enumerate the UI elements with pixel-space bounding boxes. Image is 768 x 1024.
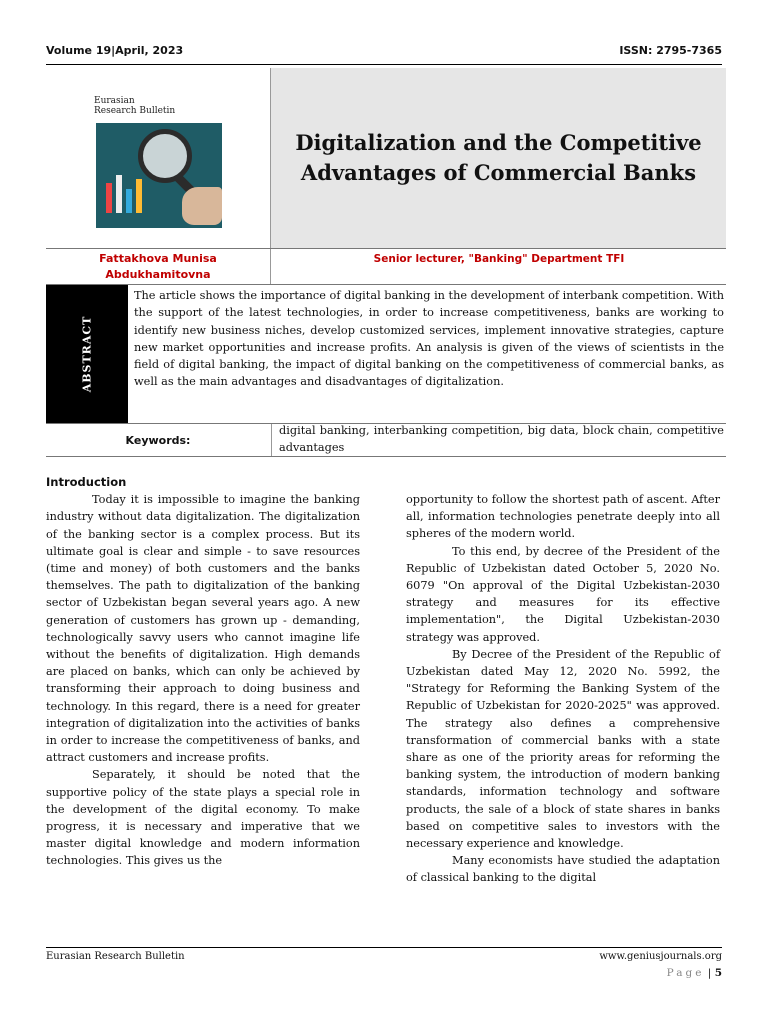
paragraph: opportunity to follow the shortest path of ascent. After all, information technologies penetrate deeply into all spheres of the modern world. bbox=[406, 493, 720, 541]
header-rule bbox=[46, 64, 722, 65]
author-rule bbox=[46, 248, 726, 249]
keywords-label: Keywords: bbox=[125, 433, 191, 447]
paragraph: Many economists have studied the adaptation of classical banking to the digital bbox=[406, 854, 720, 885]
footer-journal: Eurasian Research Bulletin bbox=[46, 951, 185, 962]
paragraph: Today it is impossible to imagine the banking industry without data digitalization. The digitalization of the banking sector is a complex process. But its ultimate goal is clear and simple - to save resources (time and money) of both customers and the banks themselves. The path to digitalization of the banking sector of Uzbekistan began several years ago. A new generation of customers has grown up - demanding, technologically savvy users who cannot imagine life without the benefits of digitalization. High demands are placed on banks, which can only be achieved by transforming their approach to doing business and technology. In this regard, there is a need for greater integration of digitalization into the activities of banks in order to increase the competitiveness of banks, and attract customers and increase profits. bbox=[46, 493, 360, 765]
cover-title bbox=[94, 96, 224, 116]
page-separator: | bbox=[707, 967, 712, 979]
cover-bar bbox=[126, 189, 132, 213]
author-affiliation: Senior lecturer, "Banking" Department TFI bbox=[373, 253, 625, 265]
footer-rule bbox=[46, 947, 722, 948]
keywords-text: digital banking, interbanking competition, big data, block chain, competitive advantages bbox=[279, 424, 724, 454]
cover-cell bbox=[46, 68, 271, 248]
abstract-label: ABSTRACT bbox=[80, 315, 94, 393]
cover-artwork bbox=[96, 123, 222, 228]
cover-title-line1: Eurasian bbox=[94, 96, 135, 106]
paragraph: To this end, by decree of the President of the Republic of Uzbekistan dated October 5, 2020 No. 6079 "On approval of the Digital Uzbekistan-2030 strategy and measures for its effective implementation", the Digital Uzbekistan-2030 strategy was approved. bbox=[406, 544, 720, 644]
running-header bbox=[46, 44, 722, 62]
abstract-text: The article shows the importance of digital banking in the development of interbank competition. With the support of the latest technologies, in order to increase competitiveness, banks are working to identify new business niches, develop customized services, implement innovative strategies, capture new market opportunities and increase profits. An analysis is given of the views of scientists in the field of digital banking, the impact of digital banking on the competitiveness of commercial banks, as well as the main advantages and disadvantages of digitalization. bbox=[134, 289, 725, 389]
hand-graphic bbox=[182, 187, 222, 225]
footer-website: www.geniusjournals.org bbox=[599, 951, 722, 962]
page-number: 5 bbox=[714, 967, 722, 979]
abstract-label-box bbox=[46, 285, 128, 423]
page-number-block bbox=[667, 967, 722, 979]
abstract-block bbox=[46, 284, 726, 424]
body-column-left bbox=[46, 474, 360, 870]
issn: ISSN: 2795-7365 bbox=[619, 44, 722, 57]
author-name-line2: Abdukhamitovna bbox=[105, 268, 211, 281]
body-column-right bbox=[406, 491, 720, 887]
paragraph: By Decree of the President of the Republic of Uzbekistan dated May 12, 2020 No. 5992, the "Strategy for Reforming the Banking System of the Republic of Uzbekistan for 2020-2025" was approved. The strategy also defines a comprehensive transformation of commercial banks with a state share as one of the priority areas for reforming the banking system, the introduction of modern banking standards, information technology and software products, the sale of a block of state shares in banks based on competitive sales to investors with the necessary experience and knowledge. bbox=[406, 647, 720, 851]
cover-bar bbox=[116, 175, 122, 213]
paragraph: Separately, it should be noted that the supportive policy of the state plays a special role in the development of the digital economy. To make progress, it is necessary and imperative that we master digital knowledge and modern information technologies. This gives us the bbox=[46, 768, 360, 868]
keywords-divider bbox=[271, 424, 272, 456]
magnifier-icon bbox=[138, 129, 192, 183]
page-label: Page bbox=[666, 967, 705, 979]
section-heading: Introduction bbox=[46, 475, 127, 489]
cover-bar bbox=[106, 183, 112, 213]
cover-title-line2: Research Bulletin bbox=[94, 106, 176, 116]
volume-info: Volume 19|April, 2023 bbox=[46, 44, 184, 57]
author-name-line1: Fattakhova Munisa bbox=[99, 252, 217, 265]
keywords-row bbox=[46, 424, 726, 457]
cover-bar bbox=[136, 179, 142, 213]
title-cell bbox=[271, 68, 726, 248]
title-block bbox=[46, 68, 726, 248]
author-name bbox=[46, 251, 270, 283]
column-divider bbox=[270, 68, 271, 284]
journal-cover-image bbox=[94, 96, 224, 228]
article-title: Digitalization and the Competitive Advantages of Commercial Banks bbox=[295, 130, 702, 185]
